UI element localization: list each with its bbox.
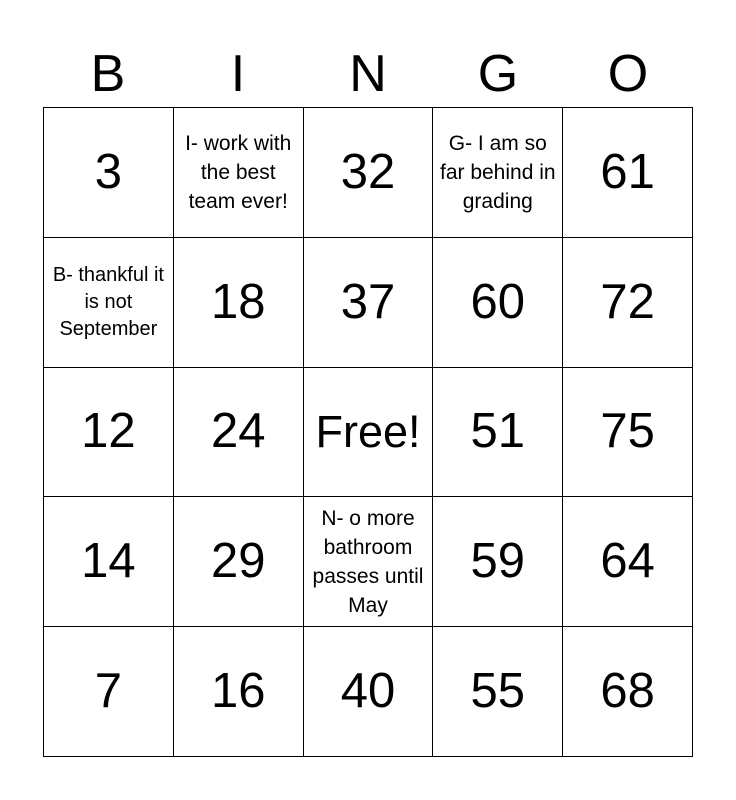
cell-value: I- work with the best team ever! <box>185 131 292 213</box>
header-letter-i: I <box>230 45 246 103</box>
cell-value: 29 <box>210 534 266 589</box>
cell-value: 3 <box>94 144 123 199</box>
cell-value: 60 <box>470 274 526 329</box>
bingo-cell-r3-c1[interactable] <box>44 368 174 498</box>
bingo-cell-r2-c2[interactable] <box>174 238 304 368</box>
bingo-cell-r4-c1[interactable] <box>44 497 174 627</box>
bingo-cell-r2-c4[interactable] <box>433 238 563 368</box>
cell-value: 32 <box>340 144 396 199</box>
cell-value: 18 <box>210 274 266 329</box>
bingo-cell-r3-c2[interactable] <box>174 368 304 498</box>
cell-value: 51 <box>470 404 526 459</box>
bingo-cell-r2-c5[interactable] <box>563 238 693 368</box>
cell-value: 37 <box>340 274 396 329</box>
header-letter-o: O <box>607 45 649 103</box>
bingo-cell-r3-c4[interactable] <box>433 368 563 498</box>
cell-value: N- o more bathroom passes until May <box>312 506 424 617</box>
cell-value: B- thankful it is not September <box>52 263 164 340</box>
bingo-cell-r4-c5[interactable] <box>563 497 693 627</box>
cell-value: 14 <box>81 534 136 589</box>
cell-value: 64 <box>600 534 655 589</box>
header-letter-g: G <box>477 45 519 103</box>
cell-value: 40 <box>340 664 396 719</box>
bingo-cell-r1-c5[interactable] <box>563 108 693 238</box>
bingo-cell-r1-c1[interactable] <box>44 108 174 238</box>
bingo-cell-r5-c3[interactable] <box>304 627 434 757</box>
free-space-label: Free! <box>315 406 421 458</box>
cell-value: 61 <box>600 144 655 199</box>
bingo-board <box>43 107 693 757</box>
cell-value: 55 <box>470 664 526 719</box>
bingo-cell-r4-c2[interactable] <box>174 497 304 627</box>
cell-value: 59 <box>470 534 526 589</box>
bingo-cell-r5-c5[interactable] <box>563 627 693 757</box>
header-letter-n: N <box>349 45 387 103</box>
bingo-cell-r4-c3[interactable] <box>304 497 434 627</box>
bingo-cell-r1-c3[interactable] <box>304 108 434 238</box>
bingo-cell-r1-c2[interactable] <box>174 108 304 238</box>
cell-value: 24 <box>210 404 266 459</box>
bingo-cell-r2-c3[interactable] <box>304 238 434 368</box>
bingo-header <box>43 40 693 108</box>
cell-value: 72 <box>600 274 655 329</box>
bingo-cell-r5-c1[interactable] <box>44 627 174 757</box>
bingo-cell-r5-c2[interactable] <box>174 627 304 757</box>
cell-value: G- I am so far behind in grading <box>439 131 556 213</box>
bingo-cell-r1-c4[interactable] <box>433 108 563 238</box>
bingo-cell-r5-c4[interactable] <box>433 627 563 757</box>
cell-value: 7 <box>94 664 123 719</box>
header-letter-b: B <box>90 45 126 103</box>
cell-value: 12 <box>81 404 136 459</box>
bingo-cell-r2-c1[interactable] <box>44 238 174 368</box>
bingo-cell-r3-c5[interactable] <box>563 368 693 498</box>
bingo-cell-free-space[interactable] <box>304 368 434 498</box>
bingo-cell-r4-c4[interactable] <box>433 497 563 627</box>
cell-value: 75 <box>600 404 655 459</box>
cell-value: 16 <box>210 664 266 719</box>
cell-value: 68 <box>600 664 655 719</box>
